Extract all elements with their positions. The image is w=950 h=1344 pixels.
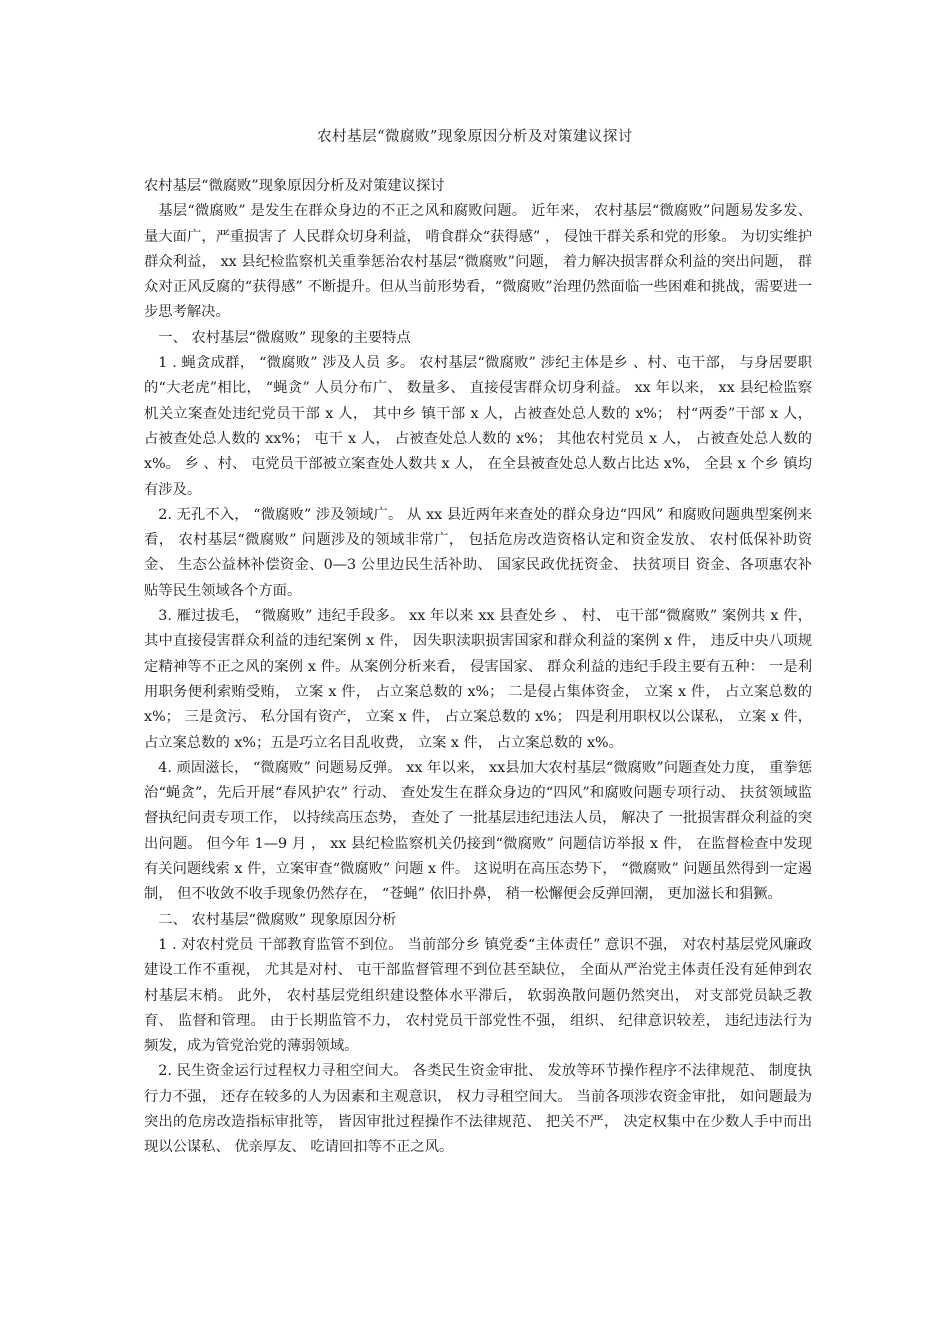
intro-paragraph: 基层“微腐败” 是发生在群众身边的不正之风和腐败问题。 近年来， 农村基层“微腐败”问题易发多发、 量大面广，严重损害了 人民群众切身利益， 啃食群众“获得感” ， 侵蚀干群关系和党的形象。 为切实维护群众利益， xx 县纪检监察机关重拳惩治农村基层“微腐败”问题， 着力解决损害群众利益的突出问题， 群众对正风反腐的“获得感” 不断提升。但从当前形势看，“微腐败”治理仍然面临一些困难和挑战，需要进一步思考解决。	[144, 203, 812, 321]
paragraph-1-4: 4. 顽固滋长， “微腐败” 问题易反弹。 xx 年以来， xx县加大农村基层“微腐败”问题查处力度， 重拳惩治“蝇贪”，先后开展“春风护农” 行动、 查处发生在群众身边的“四风”和腐败问题专项行动、 扶贫领域监督执纪问责专项工作， 以持续高压态势， 查处了 一批基层违纪违法人员， 解决了 一批损害群众利益的突出问题。 但今年 1—9 月 ， xx 县纪检监察机关仍接到“微腐败” 问题信访举报 x 件， 在监督检查中发现有关问题线索 x 件，立案审查“微腐败” 问题 x 件。 这说明在高压态势下， “微腐败” 问题虽然得到一定遏制， 但不收敛不收手现象仍然存在， “苍蝇” 依旧扑鼻， 稍一松懈便会反弹回潮， 更加滋长和猖獗。	[144, 759, 812, 903]
paragraph-1-1: 1 . 蝇贪成群， “微腐败” 涉及人员 多。 农村基层“微腐败” 涉纪主体是乡 、村、屯干部， 与身居要职的“大老虎”相比， “蝇贪” 人员分布广、 数量多、 直接侵害群众切身利益。 xx 年以来， xx 县纪检监察机关立案查处违纪党员干部 x 人， 其中乡 镇干部 x 人，占被查处总人数的 x%； 村“两委”干部 x 人， 占被查处总人数的 xx%； 屯干 x 人， 占被查处总人数的 x%； 其他农村党员 x 人， 占被查处总人数的 x%。 乡 、村、 屯党员干部被立案查处人数共 x 人， 在全县被查处总人数占比达 x%， 全县 x 个乡 镇均有涉及。	[144, 355, 812, 498]
section-heading-1: 一、 农村基层“微腐败” 现象的主要特点	[158, 329, 411, 346]
section-heading-2: 二、 农村基层“微腐败” 现象原因分析	[158, 911, 397, 928]
document-body	[144, 174, 812, 1161]
paragraph-1-2: 2. 无孔不入， “微腐败” 涉及领域广。 从 xx 县近两年来查处的群众身边“四风” 和腐败问题典型案例来看， 农村基层“微腐败” 问题涉及的领域非常广， 包括危房改造资格认定和资金发放、 农村低保补助资金、 生态公益林补偿资金、0—3 公里边民生活补助、 国家民政优抚资金、 扶贫项目 资金、各项惠农补贴等民生领域各个方面。	[144, 506, 812, 599]
body-heading: 农村基层“微腐败”现象原因分析及对策建议探讨	[144, 178, 445, 194]
paragraph-2-2: 2. 民生资金运行过程权力寻租空间大。 各类民生资金审批、 发放等环节操作程序不法律规范、 制度执行力不强， 还存在较多的人为因素和主观意识， 权力寻租空间大。 当前各项涉农资金审批， 如问题最为突出的危房改造指标审批等， 皆因审批过程操作不法律规范、 把关不严， 决定权集中在少数人手中而出现以公谋私、 优亲厚友、 吃请回扣等不正之风。	[144, 1063, 812, 1156]
paragraph-2-1: 1 . 对农村党员 干部教育监管不到位。 当前部分乡 镇党委“主体责任” 意识不强， 对农村基层党风廉政建设工作不重视， 尤其是对村、 屯干部监督管理不到位甚至缺位， 全面从严治党主体责任没有延伸到农村基层末梢。 此外， 农村基层党组织建设整体水平滞后， 软弱涣散问题仍然突出， 对支部党员缺乏教育、 监督和管理。 由于长期监管不力， 农村党员干部党性不强， 组织、 纪律意识较差， 违纪违法行为频发，成为管党治党的薄弱领域。	[144, 936, 812, 1055]
page-title: 农村基层“微腐败”现象原因分析及对策建议探讨	[317, 129, 633, 145]
paragraph-1-3: 3. 雁过拔毛， “微腐败” 违纪手段多。 xx 年以来 xx 县查处乡 、 村、 屯干部“微腐败” 案例共 x 件， 其中直接侵害群众利益的违纪案例 x 件， 因失职渎职损害国家和群众利益的案例 x 件， 违反中央八项规定精神等不正之风的案例 x 件。从案例分析来看， 侵害国家、 群众利益的违纪手段主要有五种： 一是利用职务便利索贿受贿， 立案 x 件， 占立案总数的 x%； 二是侵占集体资金， 立案 x 件， 占立案总数的 x%； 三是贪污、 私分国有资产， 立案 x 件， 占立案总数的 x%； 四是利用职权以公谋私， 立案 x 件， 占立案总数的 x%；五是巧立名目乱收费， 立案 x 件， 占立案总数的 x%。	[144, 608, 812, 751]
